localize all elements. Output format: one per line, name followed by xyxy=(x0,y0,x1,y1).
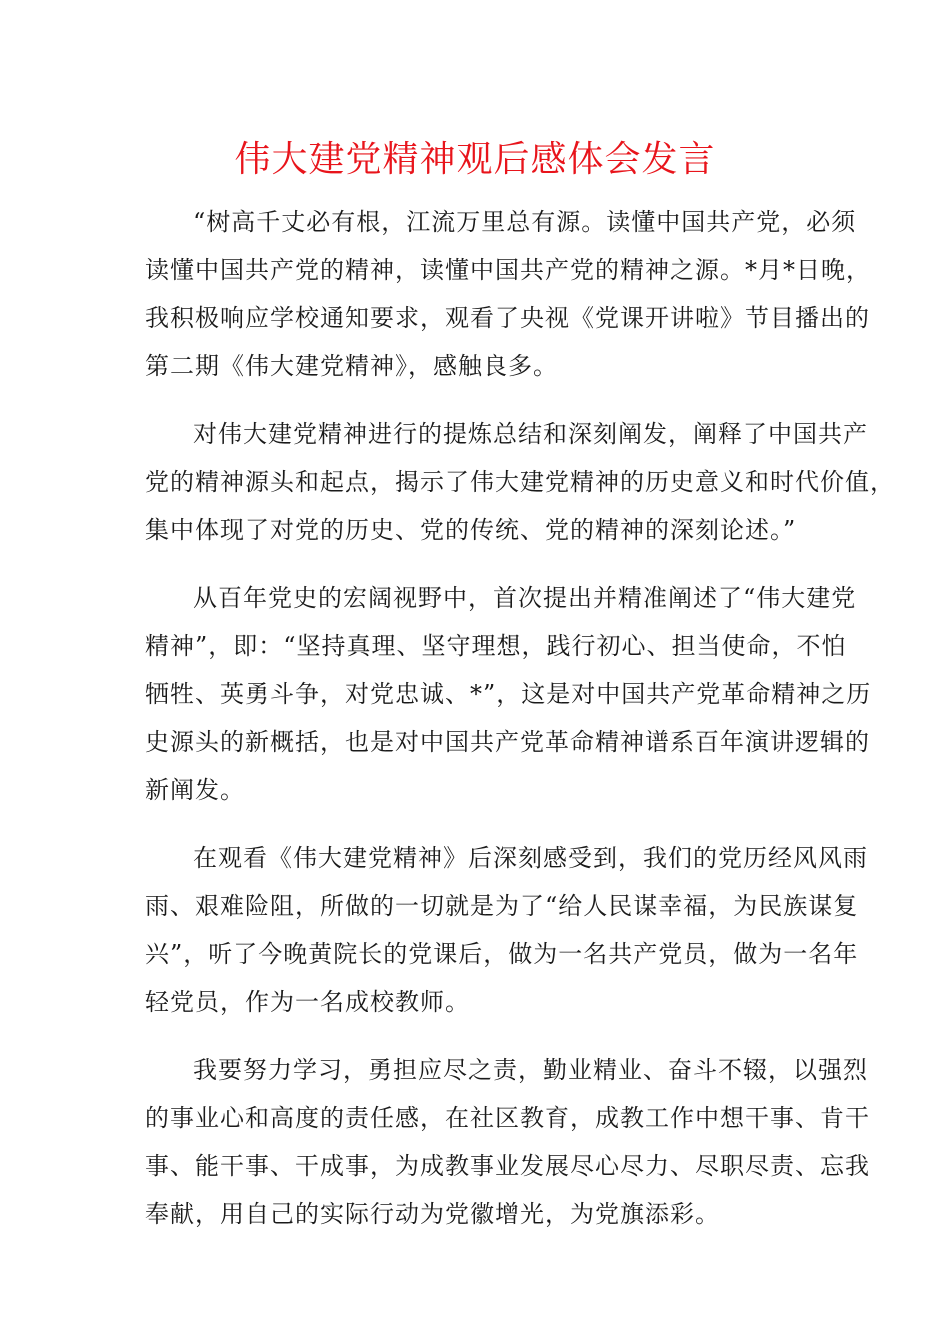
text-line: 奉献，用自己的实际行动为党徽增光，为党旗添彩。 xyxy=(145,1200,720,1228)
document-title: 伟大建党精神观后感体会发言 xyxy=(234,139,716,180)
text-line: 在观看《伟大建党精神》后深刻感受到，我们的党历经风风雨 xyxy=(193,844,868,872)
text-line: 党的精神源头和起点，揭示了伟大建党精神的历史意义和时代价值， xyxy=(145,468,895,496)
text-line: 兴”，听了今晚黄院长的党课后，做为一名共产党员，做为一名年 xyxy=(145,940,859,968)
text-line: 史源头的新概括，也是对中国共产党革命精神谱系百年演讲逻辑的 xyxy=(145,728,870,756)
text-line: 读懂中国共产党的精神，读懂中国共产党的精神之源。*月*日晚， xyxy=(145,256,871,284)
text-line: 从百年党史的宏阔视野中，首次提出并精准阐述了“伟大建党 xyxy=(193,584,857,612)
text-line: 事、能干事、干成事，为成教事业发展尽心尽力、尽职尽责、忘我 xyxy=(145,1152,870,1180)
text-line: 对伟大建党精神进行的提炼总结和深刻阐发，阐释了中国共产 xyxy=(193,420,868,448)
text-line: 雨、艰难险阻，所做的一切就是为了“给人民谋幸福，为民族谋复 xyxy=(145,892,859,920)
paragraph xyxy=(145,834,868,1026)
text-line: 我积极响应学校通知要求，观看了央视《党课开讲啦》节目播出的 xyxy=(145,304,870,332)
paragraph xyxy=(145,198,871,390)
paragraph xyxy=(145,574,872,814)
text-line: 精神”，即：“坚持真理、坚守理想，践行初心、担当使命，不怕 xyxy=(145,632,847,660)
paragraph xyxy=(145,1046,870,1238)
text-line: 第二期《伟大建党精神》，感触良多。 xyxy=(145,352,558,380)
text-line: “树高千丈必有根，江流万里总有源。读懂中国共产党，必须 xyxy=(193,208,857,236)
document-body xyxy=(145,198,895,1258)
text-line: 集中体现了对党的历史、党的传统、党的精神的深刻论述。” xyxy=(145,516,797,544)
text-line: 牺牲、英勇斗争，对党忠诚、*”，这是对中国共产党革命精神之历 xyxy=(145,680,872,708)
text-line: 轻党员，作为一名成校教师。 xyxy=(145,988,470,1016)
text-line: 的事业心和高度的责任感，在社区教育，成教工作中想干事、肯干 xyxy=(145,1104,870,1132)
text-line: 我要努力学习，勇担应尽之责，勤业精业、奋斗不辍，以强烈 xyxy=(193,1056,868,1084)
text-line: 新阐发。 xyxy=(145,776,245,804)
paragraph xyxy=(145,410,895,554)
